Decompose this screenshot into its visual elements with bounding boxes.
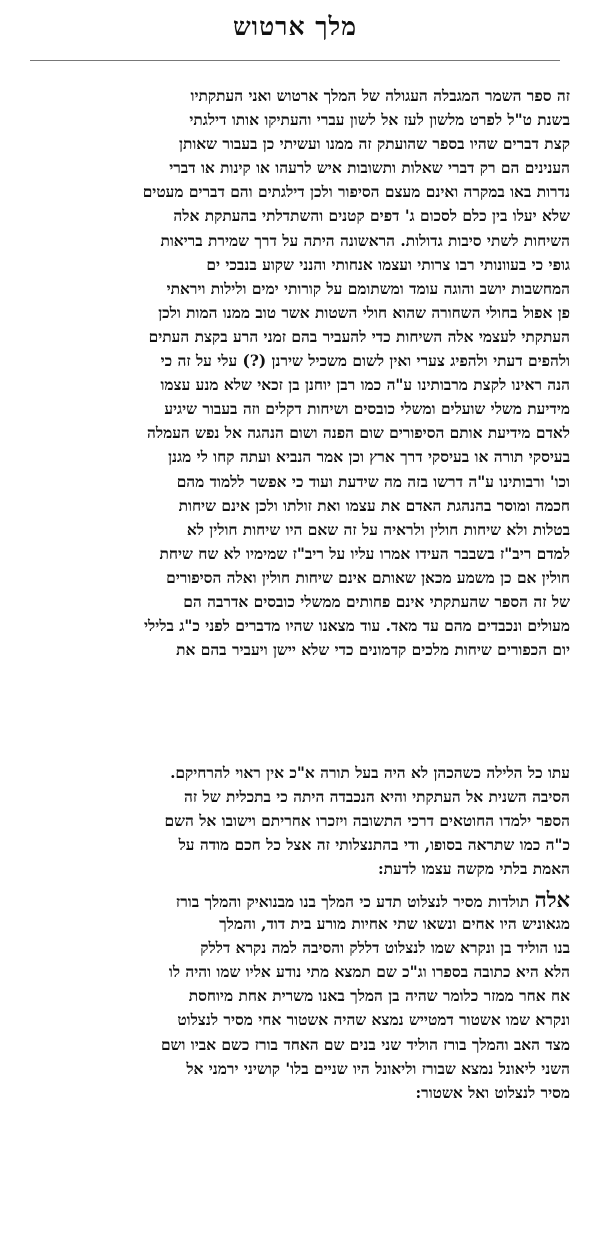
text-line: אח אחר ממזר כלומר שהיה בן המלך באנו משרית אחת מיוחסת (188, 987, 570, 1006)
text-line: לאדם מידיעת אותם הסיפורים שום הפנה ושום הנהגה אל נפש העמלה (147, 424, 570, 443)
text-line: עתו כל הלילה כשהכהן לא היה בעל תורה א"כ אין ראוי להרחיקם. (170, 764, 570, 782)
text-line: הנה ראינו לקצת מרבותינו ע"ה כמו רבן יוחנן בן זכאי שלא מנע עצמו (160, 376, 570, 395)
text-line: שלא יעלו בין כלם לסכום ג' דפים קטנים והשתדלתי בהעתקת אלה (173, 207, 570, 226)
text-line: כ"ה כמו שתראה בסופו, ודי בהתנצלותי זה אצל כל חכם מודה על (178, 836, 570, 855)
text-line: יום הכפורים שיחות מלכים קדמונים כדי שלא יישן ויעביר בהם את (176, 641, 570, 660)
text-line: מידיעת משלי שועלים ומשלי כובסים ושיחות דקלים וזה בעבור שיגיע (164, 400, 570, 419)
text-line: המחשבות יושב והוגה עומד ומשתומם על קורותי ימים ולילות ויראתי (166, 279, 570, 298)
text-line: פן אפול בחולי השחורה שהוא חולי השטות אשר טוב ממנו המות ולכן (158, 303, 570, 322)
text-line: העתקתי לעצמי אלה השיחות כדי להעביר בהם זמני הרע בקצת העתים (148, 327, 570, 346)
text-line: נדרות באו במקרה ואינם מעצם הסיפור ולכן דילגתים והם דברים מעטים (142, 183, 570, 202)
text-line: בעיסקי תורה או בעיסקי דרך ארץ וכן אמר הנביא ועתה קחו לי מגנן (168, 448, 570, 467)
text-line: הענינים הם רק דברי שאלות ותשובות איש לרעהו או קינות או דברי (169, 159, 570, 178)
text-line: השני ליאונל נמצא שבורז וליאונל היו שניים בלו' קושיני ירמני אל (186, 1059, 570, 1078)
text-line: השיחות לשתי סיבות גדולות. הראשונה היתה על דרך שמירת בריאות (160, 231, 570, 250)
title-divider (30, 60, 560, 61)
text-line: בשנת ט"ל לפרט מלשון לעז אל לשון עברי והעתיקו אותו דילגתי (189, 111, 570, 130)
text-line: האמת בלתי מקשה עצמו לדעת: (377, 860, 570, 879)
text-line (18, 888, 570, 912)
second-reason-paragraph (18, 761, 570, 881)
lead-word: אלה (534, 888, 570, 912)
text-line: מסיר לנצלוט ואל אשטור: (415, 1083, 570, 1102)
text-line: למדם ריב"ז בשבבר העידו אמרו עליו על ריב"ז שמימיו לא שח שיחת (159, 544, 570, 563)
text-line: מעולים ונכבדים מהם עד מאד. עוד מצאנו שהיו מדברים לפני כ"ג בלילי (144, 617, 570, 636)
text-line: ולהפים דעתי ולהפיג צערי ואין לשום משכיל שירנן (?) עלי על זה כי (160, 352, 570, 371)
text-line: בנו הוליד בן ונקרא שמו לנצלוט דללק והסיבה למה נקרא דללק (200, 939, 570, 958)
genealogy-paragraph (18, 888, 570, 1105)
text-line: זה ספר השמר המגבלה העגולה של המלך ארטוש ואני העתקתיו (190, 87, 570, 105)
page-title: מלך ארטוש (232, 12, 358, 41)
text-line: בטלות ולא שיחות חולין ולראיה על זה שאם היו שיחות חולין לא (186, 520, 570, 539)
text-line: קצת דברים שהיו בספר שהועתק זה ממנו ועשיתי כן בעבור שאותן (179, 135, 570, 154)
text-line: מגאוניש היו אחים ונשאו שתי אחיות מורע בית דוד, והמלך (219, 915, 570, 934)
text-line: חולין אם כן משמע מכאן שאותם אינם שיחות חולין ואלה הסיפורים (166, 568, 570, 587)
text-line: הסיבה השנית אל העתקתי והיא הנכבדה היתה כי בתכלית של זה (184, 788, 570, 807)
text-line: של זה הספר שהעתקתי אינם פחותים ממשלי כובסים אדרבה הם (183, 592, 570, 611)
text-line: הלא היא כתובה בספרו וג"כ שם תמצא מתי נודע אליו שמו והיה לו (168, 963, 570, 982)
text-line: מצד האב והמלך בורז הוליד שני בנים שם האחד בורז כשם אביו ושם (160, 1035, 570, 1054)
text-line: ונקרא שמו אשטור דמטייש נמצא שהיה אשטור אחי מסיר לנצלוט (177, 1011, 570, 1030)
lead-line-text: תולדות מסיר לנצלוט תדע כי המלך בנו מבנואיק והמלך בורז (175, 893, 535, 911)
text-line: וכו' ורבותינו ע"ה דרשו בזה מה שידעת ועוד כי אפשר ללמוד מהם (176, 472, 570, 491)
intro-paragraph (18, 84, 570, 662)
text-line: הספר ילמדו החוטאים דרכי התשובה ויזכרו אחריתם וישובו אל השם (164, 812, 570, 831)
text-line: גופי כי בעוונותי רבו צרותי ועצמו אנחותי והנני שקוע בנבכי ים (206, 255, 570, 274)
text-line: חכמה ומוסר בהנהגת האדם את עצמו ואת זולתו ולכן אינם שיחות (178, 496, 570, 515)
